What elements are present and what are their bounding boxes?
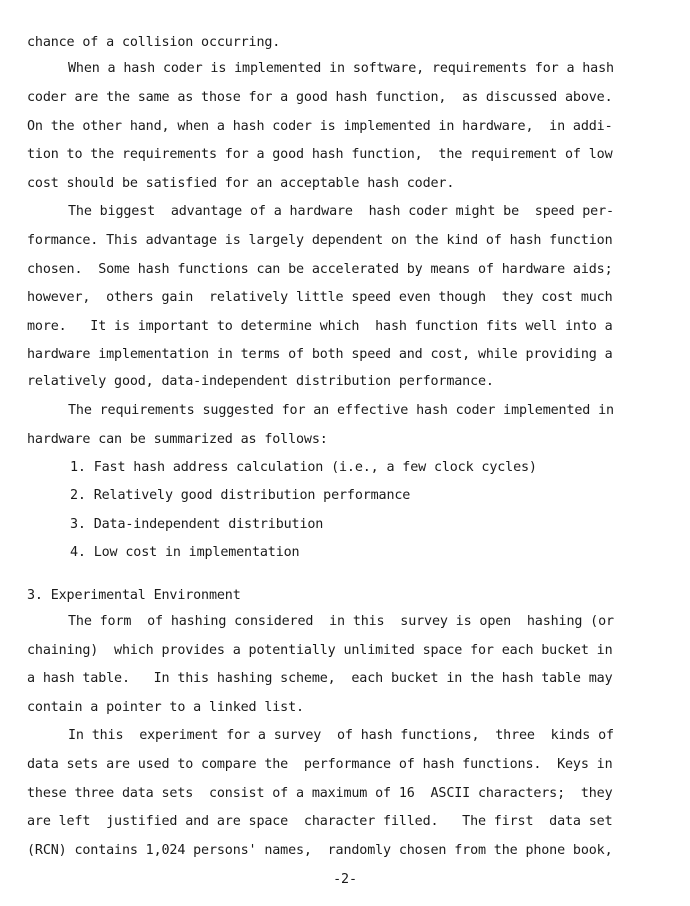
text-line: are left justified and are space character filled. The first data set xyxy=(27,814,613,829)
list-item: 2. Relatively good distribution performance xyxy=(70,488,411,503)
text-line: data sets are used to compare the performance of hash functions. Keys in xyxy=(27,757,613,772)
list-item: 3. Data-independent distribution xyxy=(70,517,324,532)
text-line: however, others gain relatively little speed even though they cost much xyxy=(27,290,613,305)
text-line: relatively good, data-independent distribution performance. xyxy=(27,374,494,389)
paragraph-first-line: The biggest advantage of a hardware hash coder might be speed per- xyxy=(68,204,614,219)
paragraph-first-line: The requirements suggested for an effective hash coder implemented in xyxy=(68,403,614,418)
text-line: On the other hand, when a hash coder is implemented in hardware, in addi- xyxy=(27,119,613,134)
text-line: chosen. Some hash functions can be accelerated by means of hardware aids; xyxy=(27,262,613,277)
text-line: a hash table. In this hashing scheme, each bucket in the hash table may xyxy=(27,671,613,686)
list-item: 1. Fast hash address calculation (i.e., a few clock cycles) xyxy=(70,460,537,475)
page-number: -2- xyxy=(333,872,357,887)
text-line: contain a pointer to a linked list. xyxy=(27,700,304,715)
text-line: tion to the requirements for a good hash function, the requirement of low xyxy=(27,147,613,162)
text-line: cost should be satisfied for an acceptable hash coder. xyxy=(27,176,455,191)
text-line: formance. This advantage is largely dependent on the kind of hash function xyxy=(27,233,613,248)
section-heading: 3. Experimental Environment xyxy=(27,588,241,603)
list-item: 4. Low cost in implementation xyxy=(70,545,300,560)
text-line: these three data sets consist of a maximum of 16 ASCII characters; they xyxy=(27,786,613,801)
text-line: coder are the same as those for a good hash function, as discussed above. xyxy=(27,90,613,105)
text-line: chance of a collision occurring. xyxy=(27,35,281,50)
paragraph-first-line: When a hash coder is implemented in software, requirements for a hash xyxy=(68,61,614,76)
paragraph-first-line: The form of hashing considered in this survey is open hashing (or xyxy=(68,614,614,629)
text-line: hardware can be summarized as follows: xyxy=(27,432,328,447)
text-line: hardware implementation in terms of both speed and cost, while providing a xyxy=(27,347,613,362)
paragraph-first-line: In this experiment for a survey of hash functions, three kinds of xyxy=(68,728,614,743)
text-line: more. It is important to determine which hash function fits well into a xyxy=(27,319,613,334)
text-line: (RCN) contains 1,024 persons' names, randomly chosen from the phone book, xyxy=(27,843,613,858)
text-line: chaining) which provides a potentially unlimited space for each bucket in xyxy=(27,643,613,658)
